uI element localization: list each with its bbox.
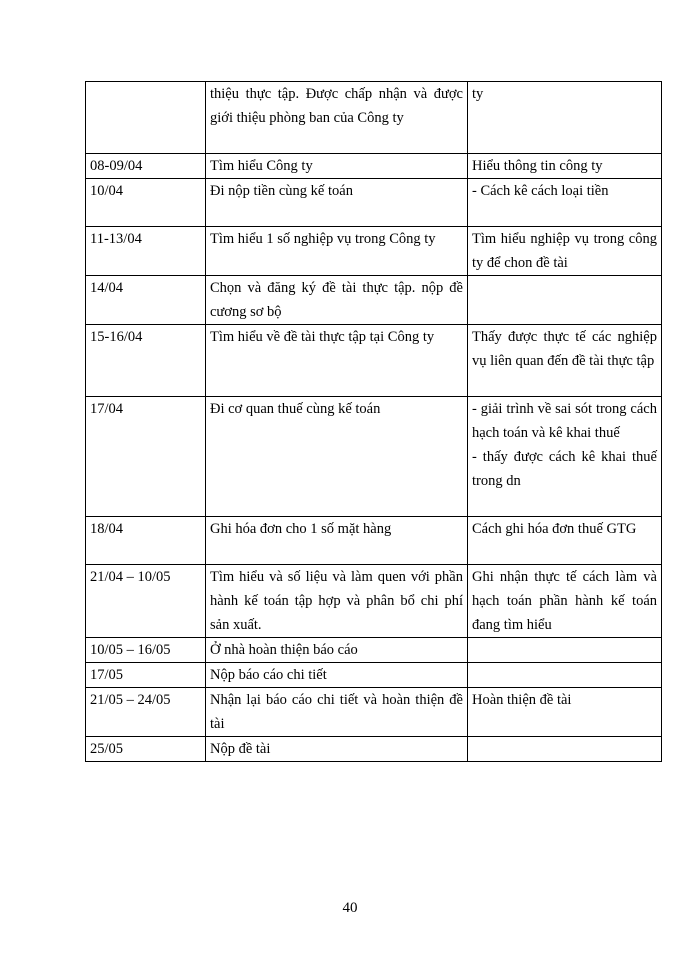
date-cell: 10/04 xyxy=(86,179,206,227)
date-cell: 14/04 xyxy=(86,276,206,325)
date-cell xyxy=(86,82,206,154)
result-text: - giải trình về sai sót trong cách hạch toán và kê khai thuế xyxy=(472,401,657,441)
date-cell: 17/04 xyxy=(86,397,206,517)
task-cell: Tìm hiểu về đề tài thực tập tại Công ty xyxy=(206,325,468,397)
date-cell: 25/05 xyxy=(86,737,206,762)
task-cell: Nộp báo cáo chi tiết xyxy=(206,663,468,688)
result-text: Cách ghi hóa đơn thuế GTG xyxy=(472,521,637,537)
result-text: ty xyxy=(472,86,484,102)
task-cell: Đi nộp tiền cùng kế toán xyxy=(206,179,468,227)
table-row xyxy=(86,154,662,179)
result-cell xyxy=(468,397,662,517)
date-cell: 15-16/04 xyxy=(86,325,206,397)
result-text: Hiểu thông tin công ty xyxy=(472,158,603,174)
date-cell: 21/04 – 10/05 xyxy=(86,565,206,638)
result-cell xyxy=(468,276,662,325)
result-cell xyxy=(468,154,662,179)
result-cell xyxy=(468,227,662,276)
task-cell: Nộp đề tài xyxy=(206,737,468,762)
result-cell xyxy=(468,638,662,663)
date-cell: 21/05 – 24/05 xyxy=(86,688,206,737)
table-row xyxy=(86,565,662,638)
table-row xyxy=(86,638,662,663)
result-text: - thấy được cách kê khai thuế trong dn xyxy=(472,449,657,489)
result-text: Thấy được thực tế các nghiệp vụ liên quan đến đề tài thực tập xyxy=(472,329,657,369)
task-cell: Tìm hiểu 1 số nghiệp vụ trong Công ty xyxy=(206,227,468,276)
task-cell: Tìm hiểu và số liệu và làm quen với phần hành kế toán tập hợp và phân bổ chi phí sản xuất. xyxy=(206,565,468,638)
table-row xyxy=(86,663,662,688)
task-cell: Ghi hóa đơn cho 1 số mặt hàng xyxy=(206,517,468,565)
result-text: - Cách kê cách loại tiền xyxy=(472,183,609,199)
table-row xyxy=(86,325,662,397)
table-row xyxy=(86,82,662,154)
task-cell: Đi cơ quan thuế cùng kế toán xyxy=(206,397,468,517)
result-cell xyxy=(468,688,662,737)
task-cell: Nhận lại báo cáo chi tiết và hoàn thiện đề tài xyxy=(206,688,468,737)
internship-schedule-table xyxy=(85,81,662,762)
date-cell: 10/05 – 16/05 xyxy=(86,638,206,663)
page-number: 40 xyxy=(342,900,358,916)
table-row xyxy=(86,517,662,565)
result-cell xyxy=(468,325,662,397)
task-cell: Tìm hiểu Công ty xyxy=(206,154,468,179)
date-cell: 17/05 xyxy=(86,663,206,688)
result-cell xyxy=(468,517,662,565)
table-row xyxy=(86,737,662,762)
table-row xyxy=(86,276,662,325)
result-text: Hoàn thiện đề tài xyxy=(472,692,572,708)
result-cell xyxy=(468,663,662,688)
date-cell: 11-13/04 xyxy=(86,227,206,276)
date-cell: 18/04 xyxy=(86,517,206,565)
task-cell: thiệu thực tập. Được chấp nhận và được giới thiệu phòng ban của Công ty xyxy=(206,82,468,154)
task-cell: Ở nhà hoàn thiện báo cáo xyxy=(206,638,468,663)
task-cell: Chọn và đăng ký đề tài thực tập. nộp đề cương sơ bộ xyxy=(206,276,468,325)
result-cell xyxy=(468,82,662,154)
result-text: Ghi nhận thực tế cách làm và hạch toán phần hành kế toán đang tìm hiểu xyxy=(472,569,657,633)
table-row xyxy=(86,179,662,227)
table-row xyxy=(86,227,662,276)
result-cell xyxy=(468,565,662,638)
table-row xyxy=(86,688,662,737)
result-text: Tìm hiểu nghiệp vụ trong công ty để chon đề tài xyxy=(472,231,657,271)
result-cell xyxy=(468,179,662,227)
table-row xyxy=(86,397,662,517)
date-cell: 08-09/04 xyxy=(86,154,206,179)
result-cell xyxy=(468,737,662,762)
